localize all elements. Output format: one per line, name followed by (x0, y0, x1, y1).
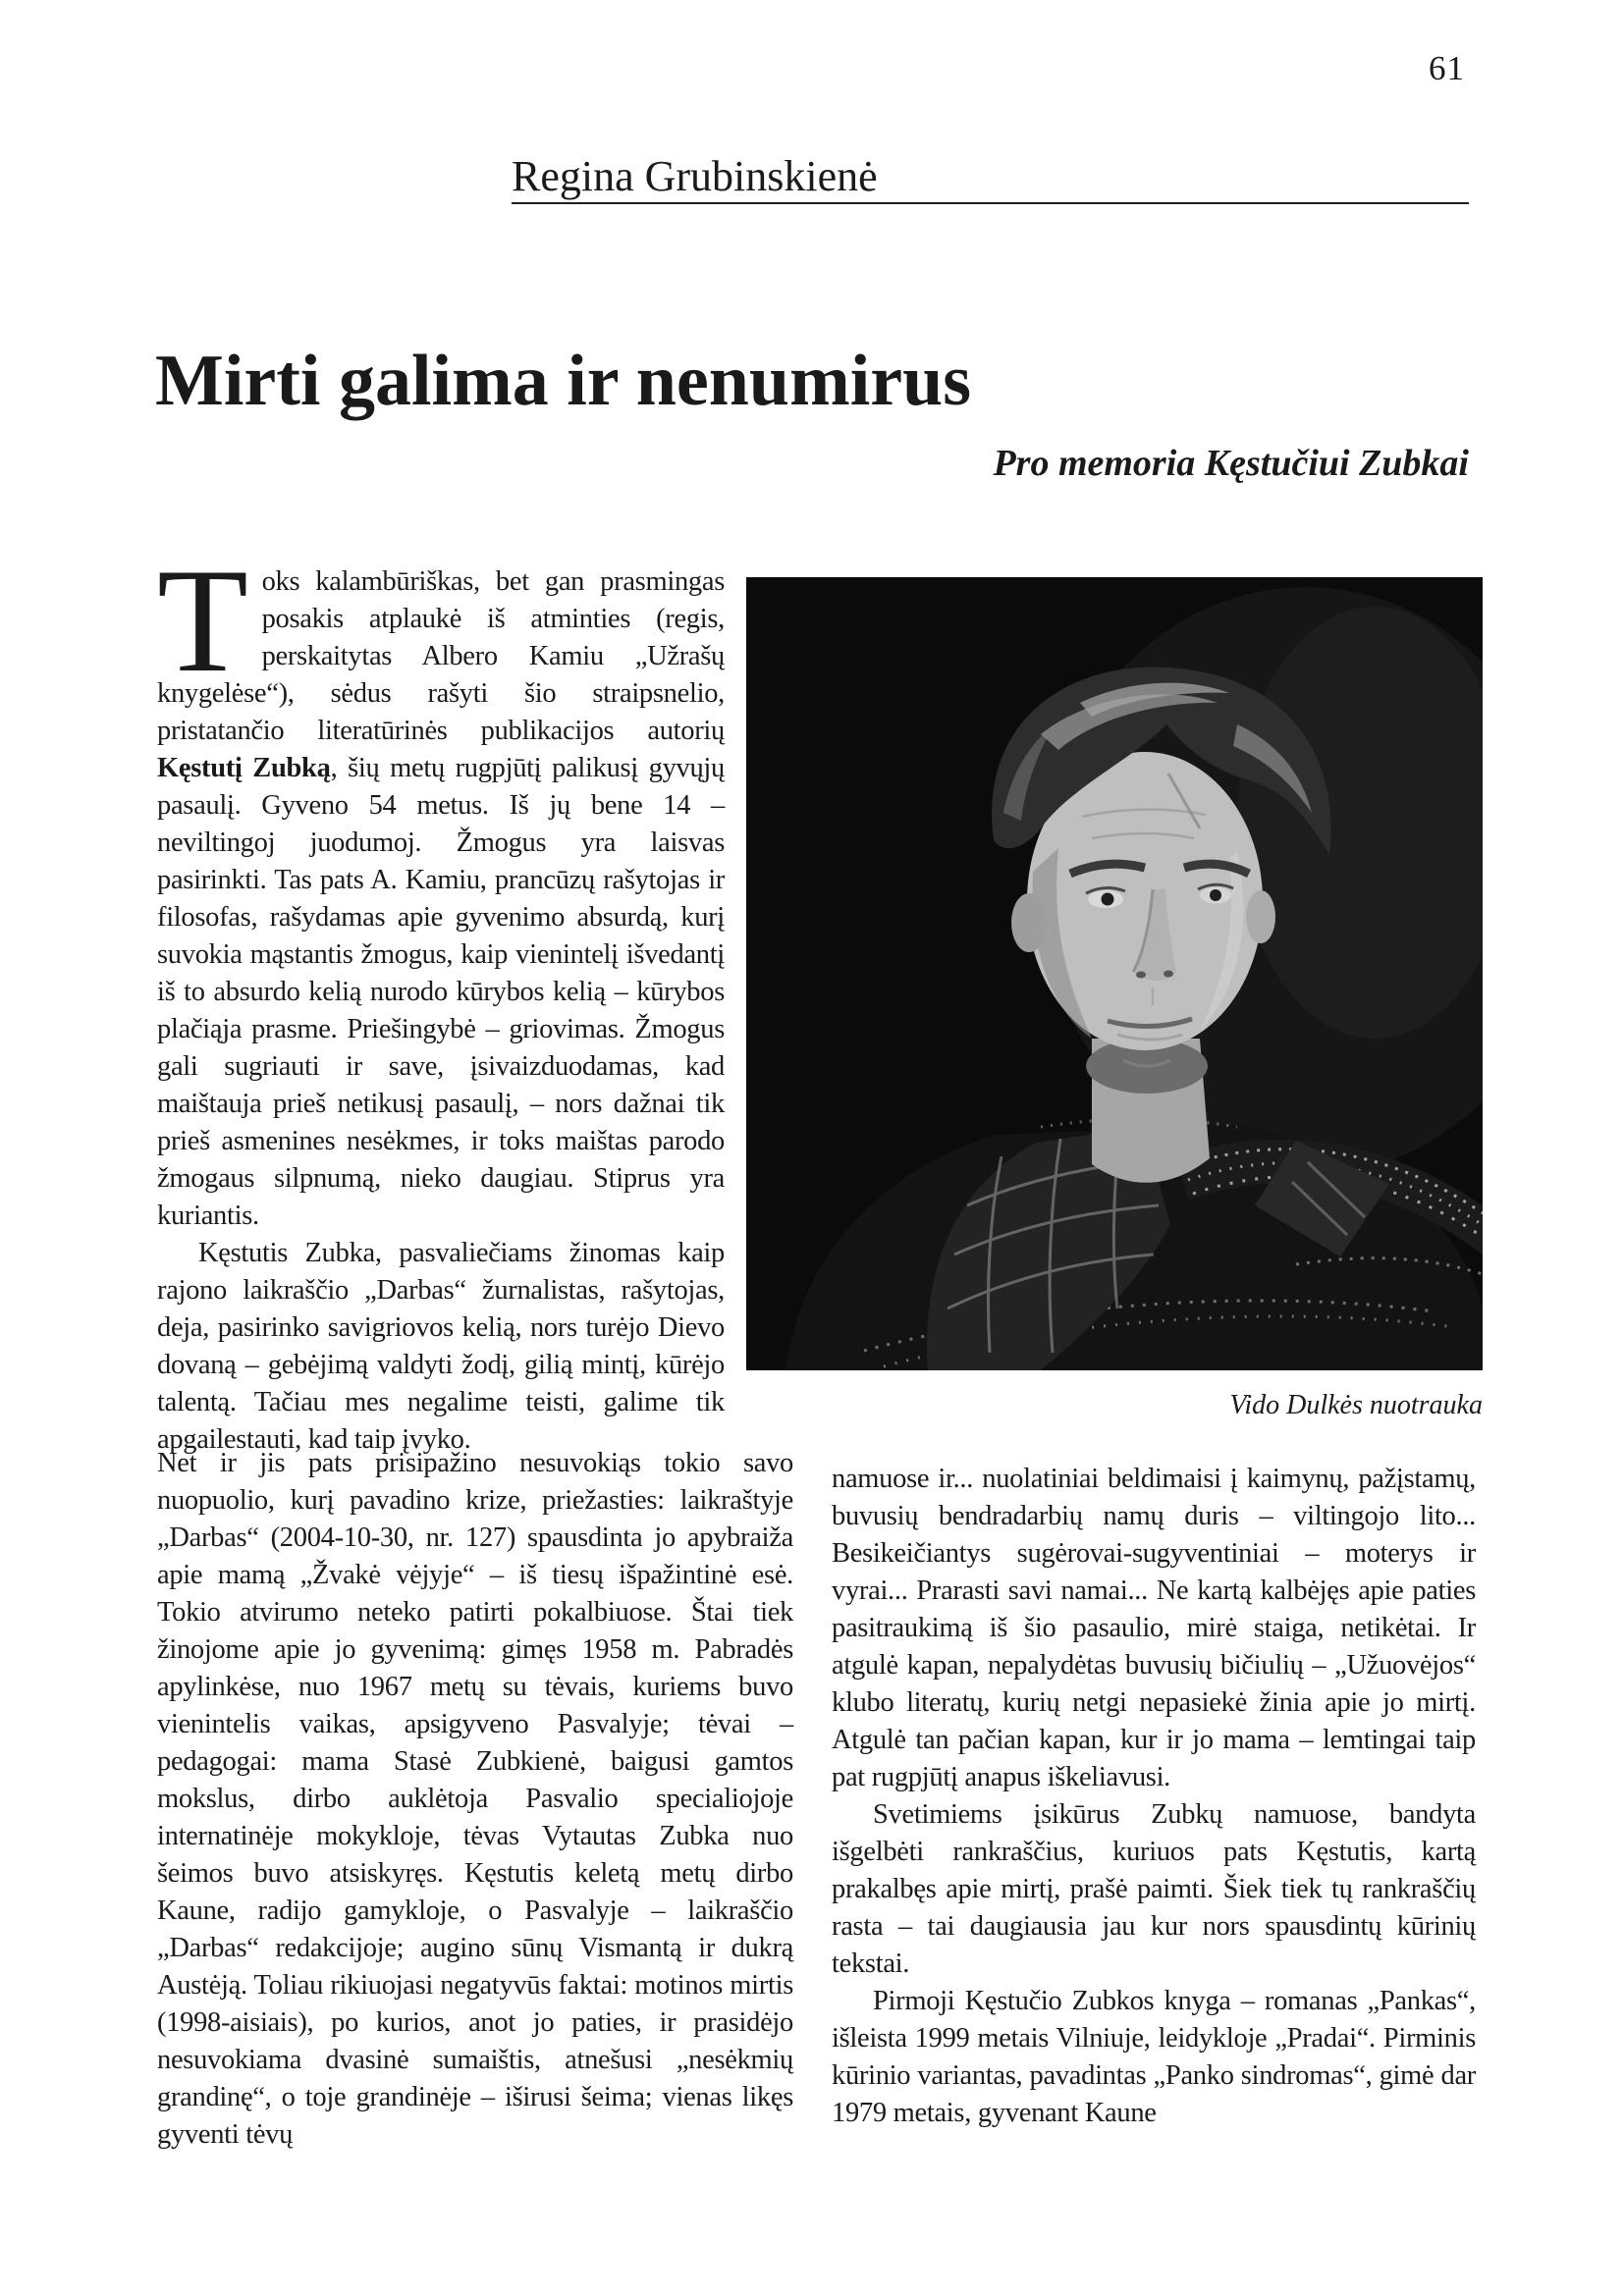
drop-cap: T (157, 538, 248, 703)
portrait-photo (746, 577, 1483, 1370)
paragraph-1-text: oks kalambūriškas, bet gan prasmingas posakis atplaukė iš atminties (regis, perskaitytas Albero Kamiu „Užrašų knygelėse“), sėdus rašyti šio straipsnelio, pristatančio literatūrinės publikacijos autorių (157, 566, 725, 746)
paragraph-2-continued: Net ir jis pats prisipažino nesuvokiąs tokio savo nuopuolio, kurį pavadino krize, priežasties: laikraštyje „Darbas“ (2004-10-30, nr. 127) spausdinta jo apybraiža apie mamą „Žvakė vėjyje“ – iš tiesų išpažintinė esė. Tokio atvirumo neteko patirti pokalbiuose. Štai tiek žinojome apie jo gyvenimą: gimęs 1958 m. Pabradės apylinkėse, nuo 1967 metų su tėvais, kuriems buvo vienintelis vaikas, apsigyveno Pasvalyje; tėvai – pedagogai: mama Stasė Zubkienė, baigusi gamtos mokslus, dirbo auklėtoja Pasvalio specialiojoje internatinėje mokykloje, tėvas Vytautas Zubka nuo šeimos buvo atsiskyręs. Kęstutis keletą metų dirbo Kaune, radijo gamykloje, o Pasvalyje – laikraščio „Darbas“ redakcijoje; augino sūnų Vismantą ir dukrą Austėją. Toliau rikiuojasi negatyvūs faktai: motinos mirtis (1998-aisiais), po kurios, anot jo paties, ir prasidėjo nesuvokiama dvasinė sumaištis, atnešusi „nesėkmių grandinę“, o toje grandinėje – iširusi šeima; vienas likęs gyventi tėvų (157, 1448, 793, 2150)
article-title: Mirti galima ir nenumirus (155, 340, 972, 421)
article-subtitle: Pro memoria Kęstučiui Zubkai (993, 443, 1469, 484)
paragraph-2: Kęstutis Zubka, pasvaliečiams žinomas kaip rajono laikraščio „Darbas“ žurnalistas, rašytojas, deja, pasirinko savigriovos kelią, nors turėjo Dievo dovaną – gebėjimą valdyti žodį, gilią mintį, kūrėjo talentą. Tačiau mes negalime teisti, galime tik apgailestauti, kad taip įvyko. (157, 1238, 725, 1455)
page-number: 61 (1429, 49, 1465, 87)
paragraph-1-bold-name: Kęstutį Zubką (157, 753, 331, 783)
header-rule (512, 202, 1469, 204)
text-column-top (157, 538, 726, 1459)
column2-paragraph-2: Svetimiems įsikūrus Zubkų namuose, bandyta išgelbėti rankraščius, kuriuos pats Kęstutis, kartą prakalbęs apie mirtį, prašė paimti. Šiek tiek tų rankraščių rasta – tai daugiausia jau kur nors spausdintų kūrinių tekstai. (832, 1799, 1476, 1979)
portrait-figure (746, 577, 1483, 1421)
paragraph-1-text-cont: , šių metų rugpjūtį palikusį gyvųjų pasaulį. Gyveno 54 metus. Iš jų bene 14 – neviltingoj juodumoj. Žmogus yra laisvas pasirinkti. Tas pats A. Kamiu, prancūzų rašytojas ir filosofas, rašydamas apie gyvenimo absurdą, kurį suvokia mąstantis žmogus, kaip vienintelį išvedantį iš to absurdo kelią nurodo kūrybos kelią – kūrybos plačiąja prasme. Priešingybė – griovimas. Žmogus gali sugriauti ir save, įsivaizduodamas, kad maištauja prieš netikusį pasaulį, – nors dažnai tik prieš asmenines nesėkmes, ir toks maištas parodo žmogaus silpnumą, nieko daugiau. Stiprus yra kuriantis. (157, 753, 726, 1231)
photo-caption: Vido Dulkės nuotrauka (1229, 1390, 1483, 1420)
text-column-bottom-left (157, 1445, 793, 2154)
author-name: Regina Grubinskienė (512, 152, 878, 200)
paragraph-1 (157, 538, 726, 1235)
column2-paragraph-3: Pirmoji Kęstučio Zubkos knyga – romanas „Pankas“, išleista 1999 metais Vilniuje, leidykloje „Pradai“. Pirminis kūrinio variantas, pavadintas „Panko sindromas“, gimė dar 1979 metais, gyvenant Kaune (832, 1986, 1476, 2128)
text-column-bottom-right (832, 1461, 1476, 2132)
column2-paragraph-1: namuose ir... nuolatiniai beldimaisi į kaimynų, pažįstamų, buvusių bendradarbių namų duris – viltingojo lito... Besikeičiantys sugėrovai-sugyventiniai – moterys ir vyrai... Prarasti savi namai... Ne kartą kalbėjęs apie paties pasitraukimą iš šio pasaulio, mirė staiga, netikėtai. Ir atgulė kapan, nepalydėtas buvusių bičiulių – „Užuovėjos“ klubo literatų, kurių netgi nepasiekė žinia apie jo mirtį. Atgulė tan pačian kapan, kur ir jo mama – lemtingai taip pat rugpjūtį anapus iškeliavusi. (832, 1464, 1476, 1792)
